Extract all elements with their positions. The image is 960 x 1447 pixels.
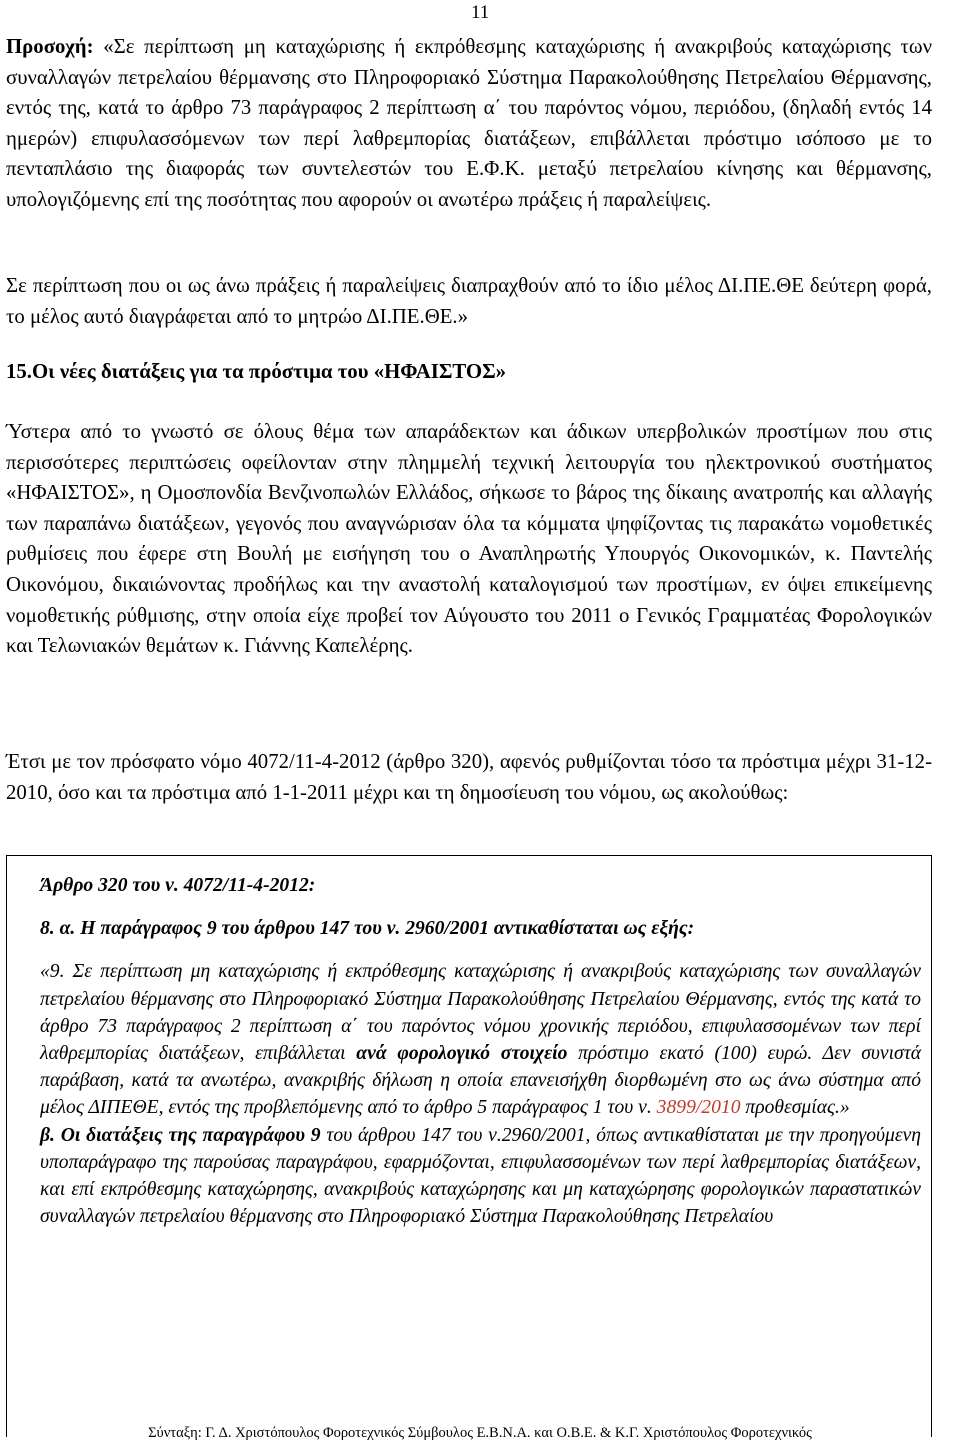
background-paragraph: Ύστερα από το γνωστό σε όλους θέμα των απαράδεκτων και άδικων υπερβολικών προστίμων που στις περισσότερες περιπτώσεις οφείλονταν στην πλημμελή τεχνική λειτουργία του ηλεκτρονικού συστήματος «ΗΦΑΙΣΤΟΣ», η Ομοσπονδία Βενζινοπωλών Ελλάδος, σήκωσε το βάρος της δίκαιης ανατροπής και αλλαγής των παραπάνω διατάξεων, γεγονός που αναγνώρισαν όλα τα κόμματα ψηφίζοντας τις παρακάτω νομοθετικές ρυθμίσεις που έφερε στη Βουλή με εισήγηση του ο Αναπληρωτής Υπουργός Οικονομικών, κ. Παντελής Οικονόμου, δικαιώνοντας προδήλως και την αναστολή καταλογισμού των προστίμων, εν όψει επικείμενης νομοθετικής ρύθμισης, στην οποία είχε προβεί τον Αύγουστο του 2011 ο Γενικός Γραμματέας Φορολογικών και Τελωνιακών θεμάτων κ. Γιάννης Καπελέρης. (6, 420, 932, 658)
article-subtitle: 8. α. Η παράγραφος 9 του άρθρου 147 του ν. 2960/2001 αντικαθίσταται ως εξής: (40, 918, 695, 940)
law-reference-link[interactable]: 3899/2010 (656, 1097, 741, 1119)
notice-paragraph (6, 32, 932, 216)
notice-label: Προσοχή: (6, 35, 94, 58)
beta-text: του άρθρου 147 του ν.2960/2001, όπως αντικαθίσταται με την προηγούμενη υποπαράγραφο της παρούσας παραγράφου, εφαρμόζονται, επιφυλασσομένων των περί λαθρεμπορίας διατάξεων, και επί εκπρόθεσμης καταχώρησης, ανακριβούς καταχώρησης και μη καταχώρησης φορολογικών παραστατικών συναλλαγών πετρελαίου θέρμανσης στο Πληροφοριακό Σύστημα Παρακολούθησης Πετρελαίου (40, 1124, 921, 1228)
page-number: 11 (471, 2, 490, 23)
quote-text-c: προθεσμίας.» (745, 1097, 850, 1119)
page-footer: Σύνταξη: Γ. Δ. Χριστόπουλος Φοροτεχνικός Σύμβουλος Ε.Β.Ν.Α. και Ο.Β.Ε. & Κ.Γ. Χριστόπουλος Φοροτεχνικός (148, 1425, 812, 1441)
quote-bold-text: ανά φορολογικό στοιχείο (356, 1043, 568, 1065)
law-intro-paragraph: Έτσι με τον πρόσφατο νόμο 4072/11-4-2012 (άρθρο 320), αφενός ρυθμίζονται τόσο τα πρόστιμα μέχρι 31-12-2010, όσο και τα πρόστιμα από 1-1-2011 μέχρι και τη δημοσίευση του νόμου, ως ακολούθως: (6, 750, 932, 804)
section-heading: 15.Οι νέες διατάξεις για τα πρόστιμα του «ΗΦΑΙΣΤΟΣ» (6, 360, 507, 383)
quote-text-b: πρόστιμο εκατό (100) ευρώ. Δεν συνιστά παράβαση, κατά τα ανωτέρω, ανακριβής δήλωση η οποία επανεισήχθη διορθωμένη στο ως άνω σύστημα από μέλος ΔΙΠΕΘΕ, εντός της προβλεπόμενης από το άρθρο 5 παράγραφος 1 του ν. (40, 1043, 922, 1119)
repeat-offense-paragraph: Σε περίπτωση που οι ως άνω πράξεις ή παραλείψεις διαπραχθούν από το ίδιο μέλος ΔΙ.ΠΕ.ΘΕ δεύτερη φορά, το μέλος αυτό διαγράφεται από το μητρώο ΔΙ.ΠΕ.ΘΕ.» (6, 274, 932, 328)
article-quote (40, 958, 921, 1230)
beta-bold-text: β. Οι διατάξεις της παραγράφου 9 (40, 1124, 321, 1146)
article-title: Άρθρο 320 του ν. 4072/11-4-2012: (40, 875, 316, 896)
notice-text: «Σε περίπτωση μη καταχώρισης ή εκπρόθεσμης καταχώρισης ή ανακριβούς καταχώρισης των συναλλαγών πετρελαίου θέρμανσης στο Πληροφοριακό Σύστημα Παρακολούθησης Πετρελαίου Θέρμανσης, εντός της, κατά το άρθρο 73 παράγραφος 2 περίπτωση α΄ του παρόντος νόμου, περιόδου, (δηλαδή εντός 14 ημερών) επιφυλασσόμενων των περί λαθρεμπορίας διατάξεων, επιβάλλεται πρόστιμο ισόποσο με το πενταπλάσιο της διαφοράς των συντελεστών του Ε.Φ.Κ. μεταξύ πετρελαίου κίνησης και θέρμανσης, υπολογιζόμενης επί της ποσότητας που αφορούν οι ανωτέρω πράξεις ή παραλείψεις. (6, 35, 932, 211)
law-article-box (6, 855, 932, 1437)
quote-text-a: «9. Σε περίπτωση μη καταχώρισης ή εκπρόθεσμης καταχώρισης ή ανακριβούς καταχώρισης των συναλλαγών πετρελαίου θέρμανσης στο Πληροφοριακό Σύστημα Παρακολούθησης Πετρελαίου Θέρμανσης, εντός της κατά το άρθρο 73 παράγραφος 2 περίπτωση α΄ του παρόντος νόμου χρονικής περιόδου, επιφυλασσομένων των περί λαθρεμπορίας διατάξεων, επιβάλλεται (40, 961, 921, 1065)
